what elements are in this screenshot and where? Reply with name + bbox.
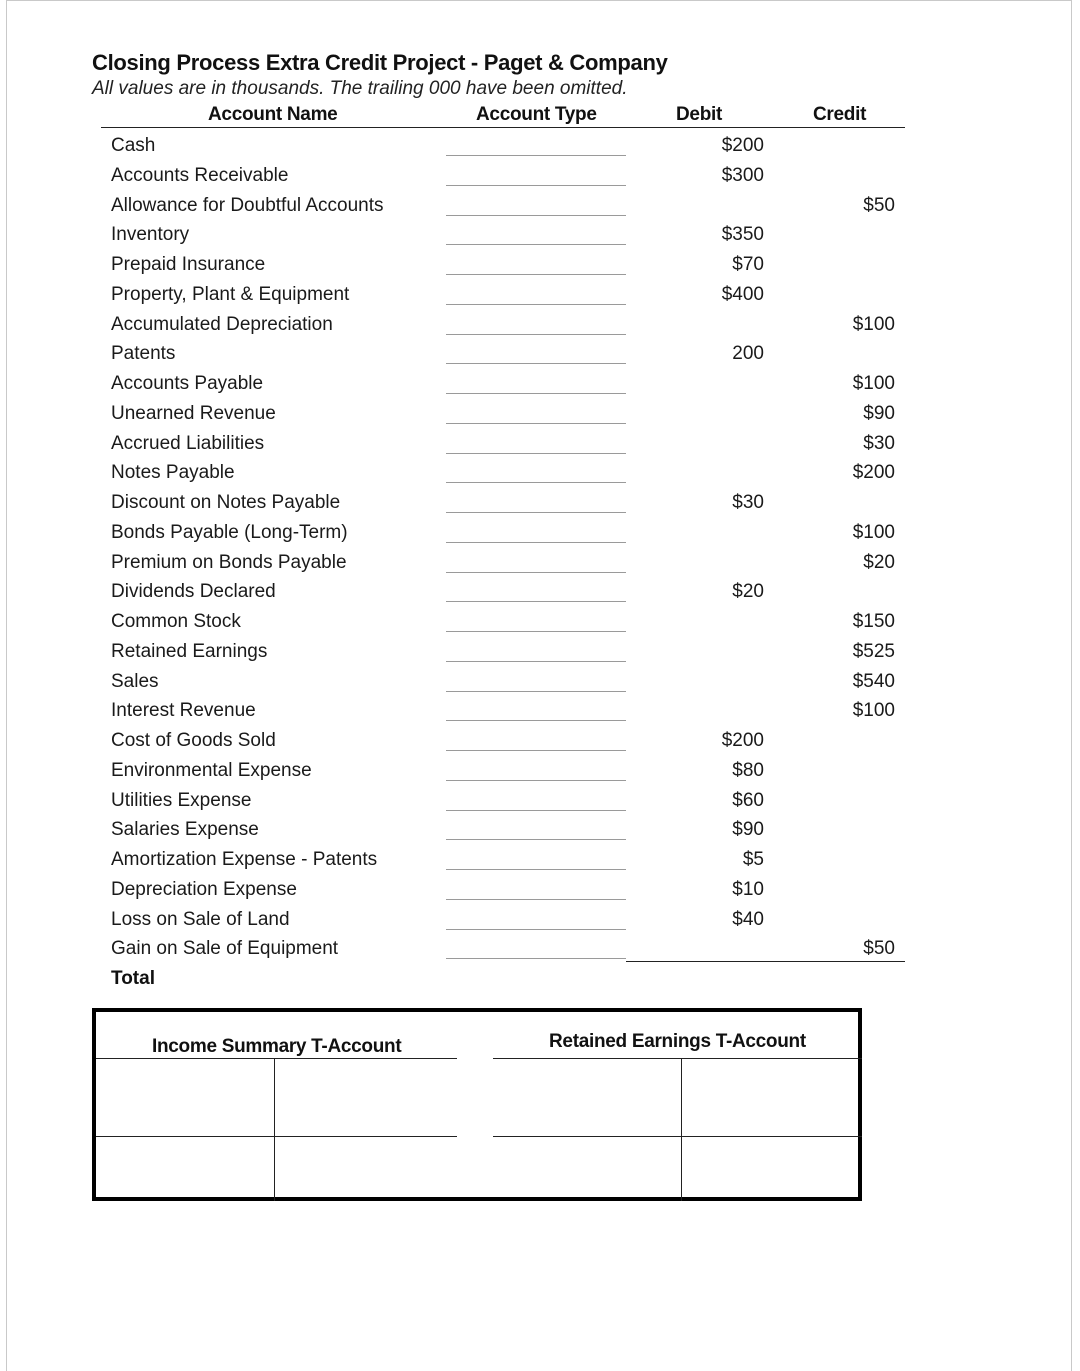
- header-account-type: Account Type: [476, 104, 597, 125]
- table-row: [0, 135, 1080, 165]
- debit-amount: $80: [732, 759, 764, 781]
- debit-amount: $5: [742, 849, 764, 870]
- credit-amount: $20: [863, 551, 895, 573]
- credit-amount: $100: [852, 700, 895, 722]
- income-summary-total-rule: [96, 1136, 457, 1137]
- account-type-input-line[interactable]: [446, 899, 626, 900]
- total-label: Total: [111, 968, 155, 989]
- debit-amount: $10: [732, 878, 764, 900]
- account-name: Notes Payable: [111, 462, 235, 484]
- debit-amount: $20: [732, 581, 764, 603]
- account-name: Bonds Payable (Long-Term): [111, 521, 348, 543]
- debit-amount: $350: [721, 224, 764, 246]
- account-name: Patents: [111, 343, 176, 365]
- table-row: [0, 611, 1080, 641]
- debit-amount: $60: [732, 789, 764, 811]
- document-subtitle: All values are in thousands. The trailing 000 have been omitted.: [92, 78, 628, 99]
- table-row: [0, 879, 1080, 909]
- account-type-input-line[interactable]: [446, 244, 626, 245]
- account-name: Cost of Goods Sold: [111, 730, 276, 751]
- table-row: [0, 343, 1080, 373]
- table-row: [0, 165, 1080, 195]
- account-type-input-line[interactable]: [446, 512, 626, 513]
- account-name: Utilities Expense: [111, 789, 252, 811]
- account-type-input-line[interactable]: [446, 363, 626, 364]
- account-type-input-line[interactable]: [446, 839, 626, 840]
- retained-earnings-total-rule: [493, 1136, 862, 1137]
- debit-amount: $200: [721, 135, 764, 156]
- account-name: Cash: [111, 135, 156, 156]
- account-name: Common Stock: [111, 611, 241, 632]
- account-type-input-line[interactable]: [446, 958, 626, 959]
- document-title: Closing Process Extra Credit Project - Paget & Company: [92, 50, 668, 75]
- account-type-input-line[interactable]: [446, 423, 626, 424]
- account-type-input-line[interactable]: [446, 334, 626, 335]
- account-type-input-line[interactable]: [446, 215, 626, 216]
- credit-amount: $200: [852, 462, 895, 484]
- credit-amount: $30: [863, 432, 895, 454]
- table-row: [0, 284, 1080, 314]
- table-row: [0, 700, 1080, 730]
- account-name: Prepaid Insurance: [111, 254, 266, 275]
- account-name: Inventory: [111, 224, 190, 246]
- account-name: Accumulated Depreciation: [111, 313, 333, 335]
- account-name: Accrued Liabilities: [111, 432, 265, 454]
- account-name: Interest Revenue: [111, 700, 256, 722]
- table-row: [0, 492, 1080, 522]
- debit-amount: $40: [732, 908, 764, 930]
- account-type-input-line[interactable]: [446, 810, 626, 811]
- credit-amount: $150: [852, 611, 895, 632]
- table-row: [0, 552, 1080, 582]
- table-row: [0, 254, 1080, 284]
- debit-amount: 200: [732, 343, 764, 365]
- header-account-name: Account Name: [208, 104, 338, 125]
- table-row: [0, 730, 1080, 760]
- header-rule: [101, 127, 905, 128]
- debit-amount: $70: [732, 254, 764, 275]
- table-row: [0, 433, 1080, 463]
- table-row: [0, 373, 1080, 403]
- income-summary-top-rule: [96, 1058, 457, 1059]
- account-name: Property, Plant & Equipment: [111, 283, 350, 305]
- table-row: [0, 224, 1080, 254]
- table-row: [0, 403, 1080, 433]
- header-credit: Credit: [813, 104, 867, 125]
- table-row: [0, 641, 1080, 671]
- account-name: Sales: [111, 670, 159, 692]
- account-type-input-line[interactable]: [446, 780, 626, 781]
- account-type-input-line[interactable]: [446, 929, 626, 930]
- credit-amount: $100: [852, 521, 895, 543]
- income-summary-divider: [274, 1058, 275, 1201]
- account-type-input-line[interactable]: [446, 393, 626, 394]
- income-summary-title: Income Summary T-Account: [152, 1036, 402, 1057]
- table-row: [0, 671, 1080, 701]
- account-type-input-line[interactable]: [446, 482, 626, 483]
- credit-amount: $50: [863, 194, 895, 216]
- account-type-input-line[interactable]: [446, 155, 626, 156]
- debit-amount: $400: [721, 283, 764, 305]
- table-row: [0, 909, 1080, 939]
- account-name: Amortization Expense - Patents: [111, 849, 378, 870]
- account-type-input-line[interactable]: [446, 185, 626, 186]
- account-type-input-line[interactable]: [446, 720, 626, 721]
- account-type-input-line[interactable]: [446, 572, 626, 573]
- credit-amount: $90: [863, 402, 895, 424]
- account-name: Discount on Notes Payable: [111, 492, 341, 513]
- retained-earnings-divider: [681, 1058, 682, 1201]
- account-type-input-line[interactable]: [446, 542, 626, 543]
- table-row: [0, 581, 1080, 611]
- table-row: [0, 462, 1080, 492]
- table-row: [0, 938, 1080, 968]
- account-type-input-line[interactable]: [446, 631, 626, 632]
- retained-earnings-title: Retained Earnings T-Account: [549, 1031, 806, 1052]
- credit-amount: $100: [852, 373, 895, 394]
- account-name: Retained Earnings: [111, 640, 268, 662]
- account-name: Salaries Expense: [111, 819, 259, 841]
- account-type-input-line[interactable]: [446, 304, 626, 305]
- table-row: [0, 195, 1080, 225]
- credit-amount: $540: [852, 670, 895, 692]
- account-type-input-line[interactable]: [446, 869, 626, 870]
- account-name: Accounts Receivable: [111, 164, 289, 186]
- table-row: [0, 522, 1080, 552]
- debit-amount: $300: [721, 164, 764, 186]
- table-row: [0, 790, 1080, 820]
- total-rule: [626, 961, 905, 962]
- account-name: Allowance for Doubtful Accounts: [111, 194, 384, 216]
- table-row: [0, 314, 1080, 344]
- debit-amount: $30: [732, 492, 764, 513]
- account-name: Depreciation Expense: [111, 878, 297, 900]
- account-type-input-line[interactable]: [446, 453, 626, 454]
- debit-amount: $200: [721, 730, 764, 751]
- account-name: Loss on Sale of Land: [111, 908, 290, 930]
- debit-amount: $90: [732, 819, 764, 841]
- retained-earnings-top-rule: [493, 1058, 862, 1059]
- account-name: Dividends Declared: [111, 581, 276, 603]
- account-type-input-line[interactable]: [446, 661, 626, 662]
- account-name: Environmental Expense: [111, 759, 312, 781]
- table-row: [0, 819, 1080, 849]
- table-row: [0, 760, 1080, 790]
- account-type-input-line[interactable]: [446, 274, 626, 275]
- credit-amount: $50: [863, 938, 895, 960]
- credit-amount: $525: [852, 640, 895, 662]
- header-debit: Debit: [676, 104, 723, 125]
- account-type-input-line[interactable]: [446, 601, 626, 602]
- account-name: Gain on Sale of Equipment: [111, 938, 339, 960]
- table-row: [0, 849, 1080, 879]
- account-type-input-line[interactable]: [446, 691, 626, 692]
- t-accounts-box: [92, 1008, 862, 1201]
- account-name: Premium on Bonds Payable: [111, 551, 347, 573]
- credit-amount: $100: [852, 313, 895, 335]
- account-name: Accounts Payable: [111, 373, 264, 394]
- account-type-input-line[interactable]: [446, 750, 626, 751]
- account-name: Unearned Revenue: [111, 402, 276, 424]
